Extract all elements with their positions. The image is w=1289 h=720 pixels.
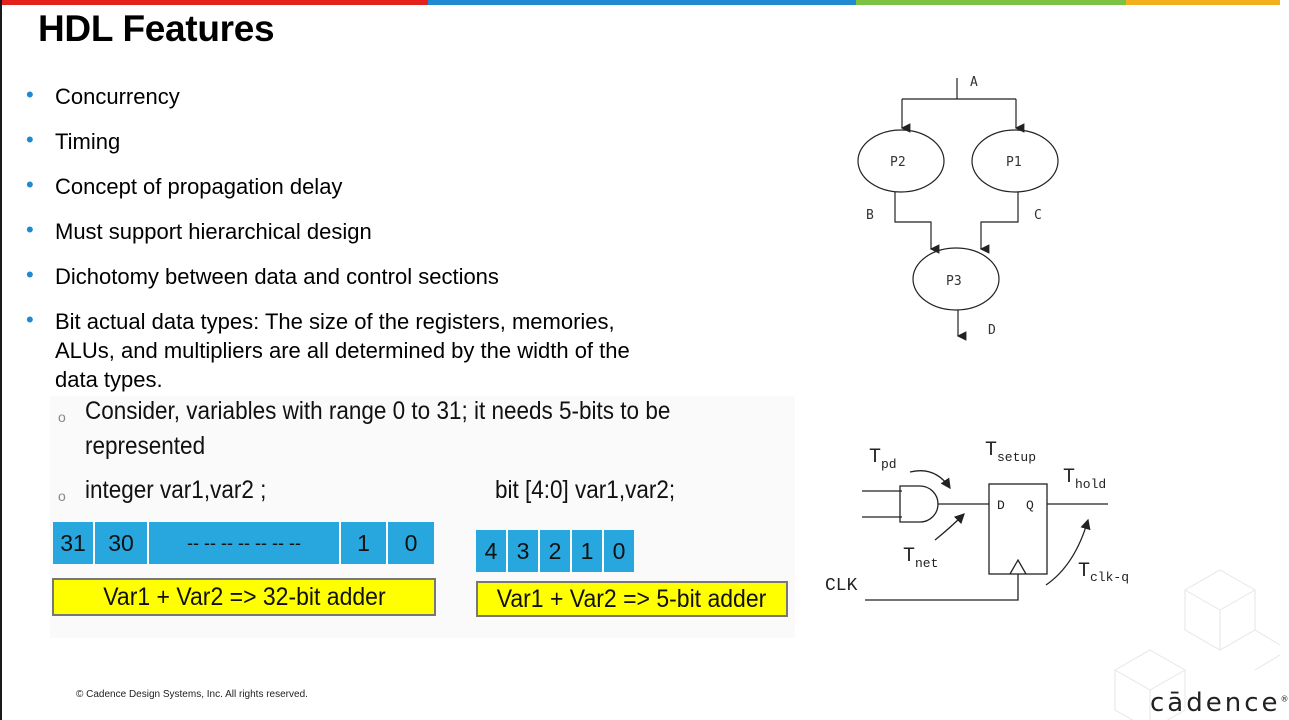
bit-cell: 31 [53,522,95,564]
bullet-dot-icon: • [26,307,34,332]
bit-cell: 4 [476,530,508,572]
bit-cell: 1 [341,522,388,564]
bits32-row [53,522,434,564]
node-p3 [913,248,999,310]
adder-32bit-box: Var1 + Var2 => 32-bit adder [52,578,436,616]
slide-title: HDL Features [38,8,275,49]
top-bar-green [856,0,1126,5]
bullet-dot-icon: • [26,262,34,287]
t-clkq-label: T [1078,560,1091,583]
copyright-footer: © Cadence Design Systems, Inc. All rights reserved. [76,689,308,700]
cadence-logo: cādence® [1150,688,1289,718]
bullet-dot-icon: • [26,127,34,152]
top-bar-blue [428,0,856,5]
input-label-a: A [970,75,978,90]
top-bar-orange [1126,0,1280,5]
node-label-p1: P1 [1006,155,1022,170]
t-hold-label: T [1063,466,1076,489]
output-label-d: D [988,323,996,338]
bullet-dot-icon: • [26,172,34,197]
bullet-item: • Timing [26,127,121,154]
bullet-item: • Must support hierarchical design [26,217,372,244]
bullet-item: • Dichotomy between data and control sections [26,262,499,289]
sub-bullet-icon: o [58,409,66,425]
top-bar-red [0,0,428,5]
flop-q-label: Q [1026,498,1034,513]
bits5-row [476,530,634,572]
t-net-subscript: net [915,556,939,571]
slide-border [0,0,2,720]
timing-circuit [862,471,1108,600]
bullet-item: • Concept of propagation delay [26,172,343,199]
bit-cell: 0 [404,529,418,556]
integer-declaration: integer var1,var2 ; [85,476,267,504]
edge-label-b: B [866,208,874,223]
bit-cell: 3 [508,530,540,572]
bullet-item: • Bit actual data types: The size of the registers, memories, ALUs, and multipliers are all determined by the width of the data types. [26,307,630,392]
t-pd-label: T [869,446,882,469]
bit-cell: -- -- -- -- -- -- -- [149,522,341,564]
bullet-list [26,82,706,394]
sub-bullet-icon: o [58,488,66,504]
bullet-dot-icon: • [26,217,34,242]
node-p2 [858,130,944,192]
t-setup-label: T [985,439,998,462]
t-pd-subscript: pd [881,457,897,472]
bit-cell: 0 [612,537,626,564]
bit-declaration: bit [4:0] var1,var2; [495,476,676,504]
bit-cell: 1 [572,530,604,572]
bit-cell: 2 [540,530,572,572]
t-setup-subscript: setup [997,450,1037,465]
adder-5bit-box: Var1 + Var2 => 5-bit adder [476,581,788,617]
edge-label-c: C [1034,208,1042,223]
node-p1 [972,130,1058,192]
t-clkq-subscript: clk-q [1090,570,1130,585]
and-gate [900,486,938,522]
bullet-item: • Concurrency [26,82,180,109]
flop-d-label: D [997,498,1005,513]
bullet-dot-icon: • [26,82,34,107]
sub-bullet-consider-line2: represented [85,432,206,460]
t-hold-subscript: hold [1075,477,1107,492]
node-label-p3: P3 [946,274,962,289]
node-label-p2: P2 [890,155,906,170]
bit-cell: 30 [95,522,149,564]
sub-bullet-consider-line1: Consider, variables with range 0 to 31; it needs 5-bits to be [85,397,671,425]
clk-label: CLK [825,576,858,596]
flip-flop [989,484,1047,574]
top-color-bar [0,0,1280,5]
t-net-label: T [903,545,916,568]
